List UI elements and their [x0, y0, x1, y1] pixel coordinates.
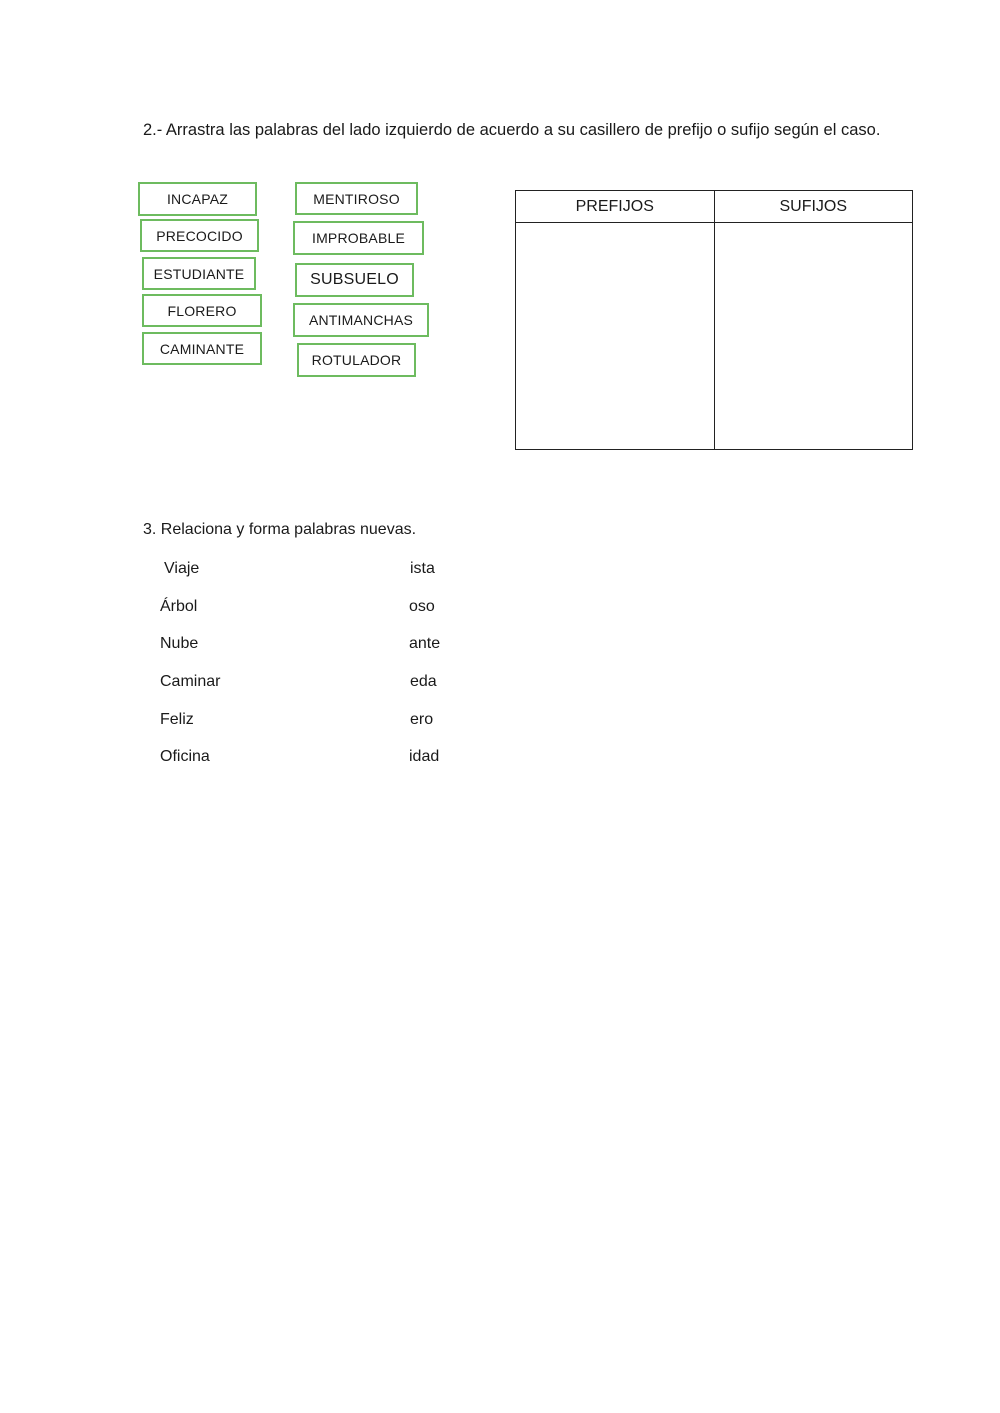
word-tile-mentiroso[interactable]: MENTIROSO [295, 182, 418, 215]
suffix-oso[interactable]: oso [409, 598, 435, 615]
word-tile-precocido[interactable]: PRECOCIDO [140, 219, 259, 252]
word-tile-estudiante[interactable]: ESTUDIANTE [142, 257, 256, 290]
word-tile-antimanchas[interactable]: ANTIMANCHAS [293, 303, 429, 337]
word-tile-florero[interactable]: FLORERO [142, 294, 262, 327]
question-3-title: 3. Relaciona y forma palabras nuevas. [143, 521, 417, 538]
root-word-arbol[interactable]: Árbol [160, 598, 198, 615]
root-word-caminar[interactable]: Caminar [160, 673, 221, 690]
prefix-suffix-table [515, 190, 913, 450]
word-tile-incapaz[interactable]: INCAPAZ [138, 182, 257, 216]
root-word-feliz[interactable]: Feliz [160, 711, 194, 728]
root-word-oficina[interactable]: Oficina [160, 748, 210, 765]
sufijos-drop-zone[interactable] [714, 223, 913, 450]
suffix-ista[interactable]: ista [410, 560, 435, 577]
prefijos-header: PREFIJOS [516, 191, 715, 223]
word-tile-caminante[interactable]: CAMINANTE [142, 332, 262, 365]
suffix-idad[interactable]: idad [409, 748, 440, 765]
suffix-eda[interactable]: eda [410, 673, 437, 690]
question-2-instruction: 2.- Arrastra las palabras del lado izquierdo de acuerdo a su casillero de prefijo o sufijo según el caso. [143, 121, 881, 139]
suffix-ero[interactable]: ero [410, 711, 434, 728]
suffix-ante[interactable]: ante [409, 635, 441, 652]
word-tile-improbable[interactable]: IMPROBABLE [293, 221, 424, 255]
prefijos-drop-zone[interactable] [516, 223, 715, 450]
word-tile-rotulador[interactable]: ROTULADOR [297, 343, 416, 377]
root-word-nube[interactable]: Nube [160, 635, 199, 652]
sufijos-header: SUFIJOS [714, 191, 913, 223]
root-word-viaje[interactable]: Viaje [164, 560, 200, 577]
word-tile-subsuelo[interactable]: SUBSUELO [295, 263, 414, 297]
